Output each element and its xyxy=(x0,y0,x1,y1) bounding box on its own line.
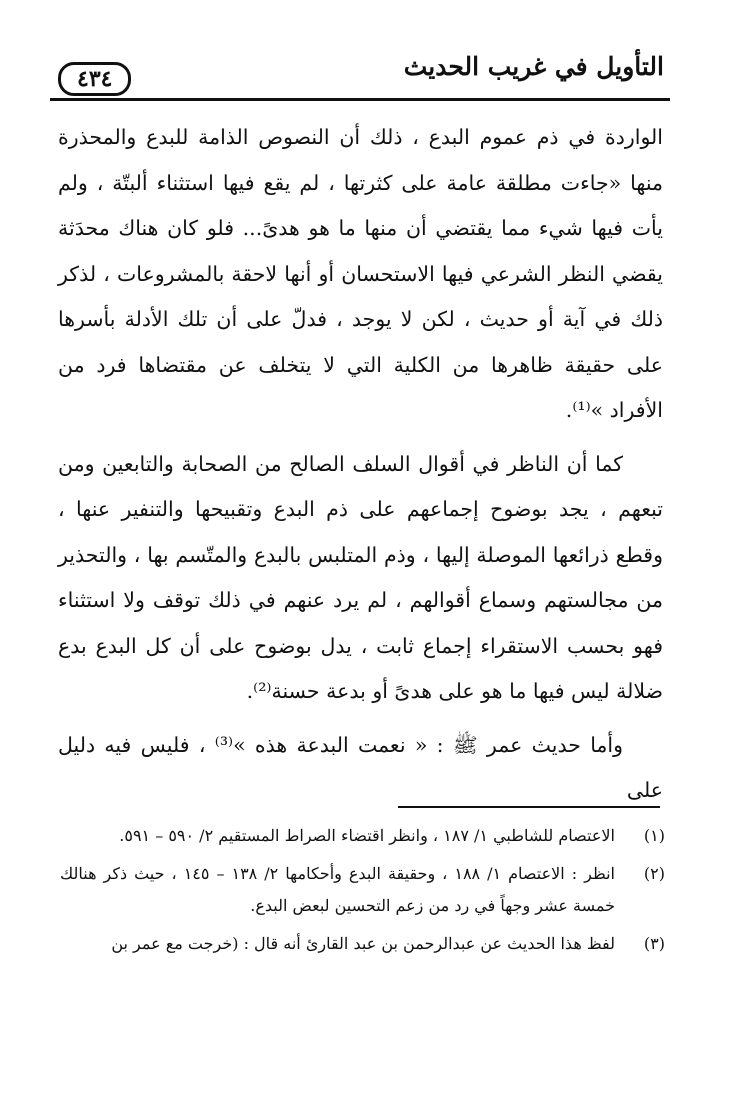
main-text xyxy=(58,115,663,814)
running-header xyxy=(50,42,670,102)
footnote xyxy=(60,820,665,852)
header-title: التأويل في غريب الحديث xyxy=(403,52,664,81)
footnotes xyxy=(60,820,665,966)
paragraph: وأما حديث عمر ﷺ : « نعمت البدعة هذه »⁽³⁾ ، فليس فيه دليل على xyxy=(58,732,663,802)
footnote-text: لفظ هذا الحديث عن عبدالرحمن بن عبد القارئ أنه قال : (خرجت مع عمر بن xyxy=(111,934,615,953)
footnote xyxy=(60,928,665,960)
footnote-number: (١) xyxy=(643,826,665,845)
footnote-separator xyxy=(398,806,660,808)
paragraph: كما أن الناظر في أقوال السلف الصالح من الصحابة والتابعين ومن تبعهم ، يجد بوضوح إجماعهم على ذم البدع وتقبيحها والتنفير عنها ، وقطع ذرائعها الموصلة إليها ، وذم المتلبس بالبدع والمتّسم بها ، والتحذير من مجالستهم وسماع أقوالهم ، لم يرد عنهم في ذلك توقف ولا استثناء فهو بحسب الاستقراء إجماع ثابت ، يدل بوضوح على أن كل البدع بدع ضلالة ليس فيها ما هو على هدىً أو بدعة حسنة⁽²⁾. xyxy=(58,451,663,703)
footnote-number: (٢) xyxy=(643,864,665,883)
footnote-text: انظر : الاعتصام ١/ ١٨٨ ، وحقيقة البدع وأحكامها ٢/ ١٣٨ – ١٤٥ ، حيث ذكر هنالك خمسة عشر وجهاً في رد من زعم التحسين لبعض البدع. xyxy=(60,864,615,915)
page-number: ٤٣٤ xyxy=(58,62,131,96)
paragraph: الواردة في ذم عموم البدع ، ذلك أن النصوص الذامة للبدع والمحذرة منها «جاءت مطلقة عامة على كثرتها ، لم يقع فيها استثناء ألبتّة ، ولم يأت فيها شيء مما يقتضي أن منها ما هو هدىً... فلو كان هناك محدَثة يقضي النظر الشرعي فيها الاستحسان أو أنها لاحقة بالمشروعات ، لذكر ذلك في آية أو حديث ، لكن لا يوجد ، فدلّ على أن تلك الأدلة بأسرها على حقيقة ظاهرها من الكلية التي لا يتخلف عن مقتضاها فرد من الأفراد »⁽¹⁾. xyxy=(58,125,663,422)
footnote-number: (٣) xyxy=(643,934,665,953)
header-rule xyxy=(50,98,670,101)
footnote-text: الاعتصام للشاطبي ١/ ١٨٧ ، وانظر اقتضاء الصراط المستقيم ٢/ ٥٩٠ – ٥٩١. xyxy=(119,826,615,845)
footnote xyxy=(60,858,665,922)
